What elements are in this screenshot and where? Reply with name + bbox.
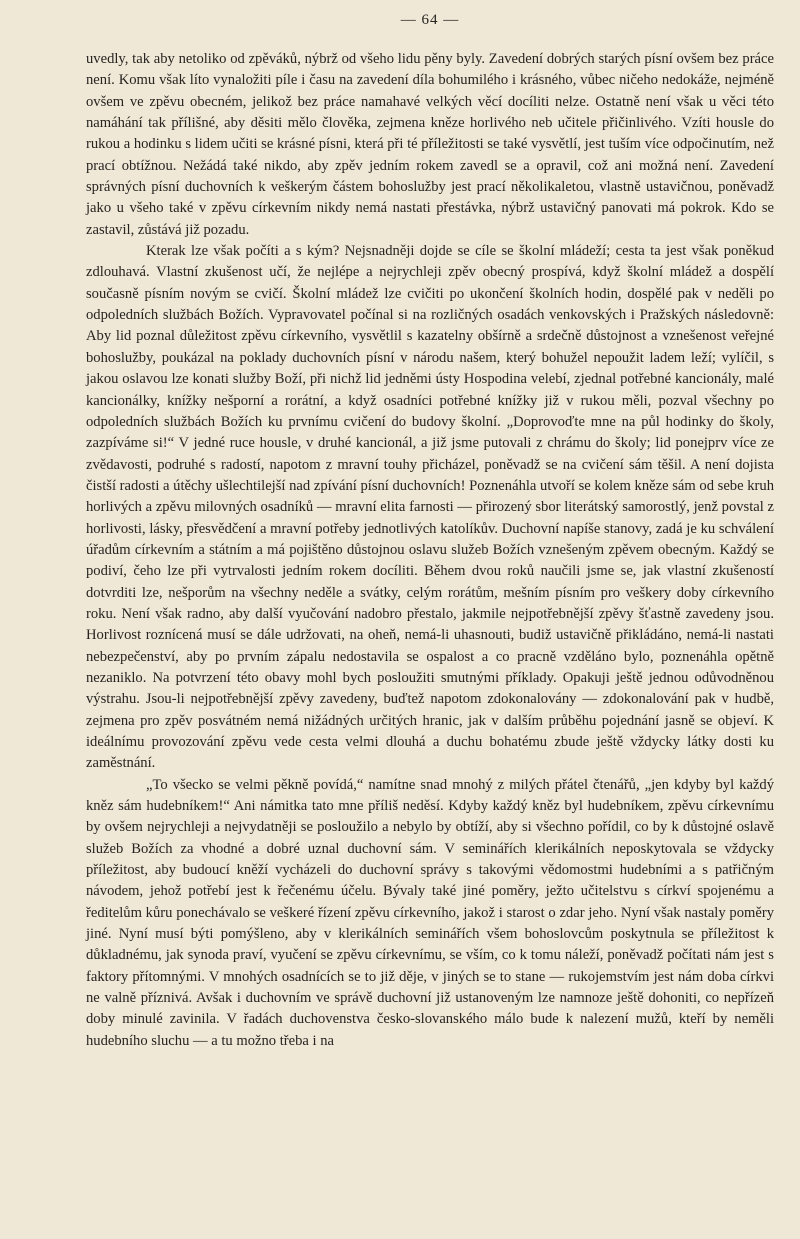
page-body [86,49,774,1052]
page-number: — 64 — [400,12,460,28]
paragraph: „To všecko se velmi pěkně povídá,“ namítne snad mnohý z milých přátel čtenářů, „jen kdyby byl každý kněz sám hudebníkem!“ Ani námitka tato mne příliš neděsí. Kdyby každý kněz byl hudebníkem, zpěvu církevnímu by ovšem nejrychleji a nejvydatněji se posloužilo a nebylo by obtíží, aby si všechno pořídil, co by k důstojné oslavě služeb Božích za vhodné a dobré uznal duchovní sám. V seminářích klerikálních neposkytovala se vždycky příležitost, aby budoucí kněží vycházeli do duchovní správy s takovými vědomostmi hudebními a s patřičným návodem, jehož potřebí jest k řečenému účelu. Bývaly také jiné poměry, ježto učitelstvu s církví spojenému a ředitelům kůru ponechávalo se veškeré řízení zpěvu církevního, jakož i starost o zdar jeho. Nyní však nastaly poměry jiné. Nyní musí býti pomýšleno, aby v klerikálních seminářích všem bohoslovcům poskytnula se příležitost k důkladnému, jak synoda praví, vyučení se zpěvu církevnímu, se vším, co k tomu náleží, poněvadž počítati nám jest s faktory přítomnými. V mnohých osadnících se to již děje, v jiných se to stane — rukojemstvím jest nám doba církvi ne valně příznivá. Avšak i duchovním ve správě duchovní již ustanoveným lze namnoze ještě dohoniti, co nepřízeň doby minulé zavinila. V řadách duchovenstva česko-slovanského málo bude k nalezení mužů, kteří by neměli hudebního sluchu — a tu možno třeba i na [86,776,774,1049]
paragraph: uvedly, tak aby netoliko od zpěváků, nýbrž od všeho lidu pěny byly. Zavedení dobrých starých písní ovšem bez práce není. Komu však líto vynaložiti píle i času na zavedení díla bohumilého i krásného, vůbec ničeho nedokáže, nejméně ovšem ve zpěvu obecném, jelikož bez práce namahavé velkých věcí docíliti nelze. Ostatně není však u věci této namáhání tak přílišné, aby děsiti mělo člověka, zejmena kněze horlivého neb učitele přičinlivého. Vzíti housle do rukou a hodinku s lidem učiti se krásné písni, která při té příležitosti se také vysvětlí, jest tuším více odpočinutím, než prací obtížnou. Nežádá také nikdo, aby zpěv jedním rokem zavedl se a opravil, což ani možná není. Zavedení správných písní duchovních k veškerým částem bohoslužby jest prací několikaletou, vlastně ustavičnou, poněvadž jako u všeho také v zpěvu církevním nikdy nemá nastati přestávka, nýbrž ustavičný panovati má pokrok. Kdo se zastavil, zůstává již pozadu. [86,51,774,238]
paragraph: Kterak lze však počíti a s kým? Nejsnadněji dojde se cíle se školní mládeží; cesta ta jest však poněkud zdlouhavá. Vlastní zkušenost učí, že nejlépe a nejrychleji zpěv obecný prospívá, když školní mládež a dospělí současně písním novým se cvičí. Školní mládež lze cvičiti po ukončení školních hodin, dospělé pak v neděli po odpoledních službách Božích. Vypravovatel počínal si na rozličných osadách venkovských i Pražských následovně: Aby lid poznal důležitost zpěvu církevního, vysvětlil s kazatelny obšírně a srdečně důstojnost a vznešenost veřejné bohoslužby, poukázal na poklady duchovních písní v národu našem, který bohužel nepoužit ladem leží; vylíčil, s jakou oslavou lze konati služby Boží, při nichž lid jedněmi ústy Hospodina velebí, zjednal potřebné kancionály, malé kancionálky, knížky nešporní a rorátní, a když osadníci potřebné knížky již v rukou měli, pozval všechny po odpoledních službách Božích ku prvnímu cvičení do budovy školní. „Doprovoďte mne na půl hodinky do školy, zazpíváme si!“ V jedné ruce housle, v druhé kancionál, a již jsme putovali z chrámu do školy; lid ponejprv více ze zvědavosti, podruhé s radostí, napotom z mravní touhy přicházel, poněvadž se na cvičení sám těšil. A není dojista čistší radosti a útěchy ušlechtilejší nad zpívání písní duchovních! Poznenáhla utvoří se kolem kněze sám od sebe kruh horlivých a zpěvu milovných osadníků — mravní elita farnosti — přirozený sbor literátský samorostlý, jenž povstal z horlivosti, lásky, přesvědčení a mravní potřeby jednotlivých katolíkův. Duchovní napíše stanovy, zadá je ku schválení úřadům církevním a státním a má pojištěno důstojnou oslavu služeb Božích vznešeným zpěvem obecným. Každý se podiví, čeho lze při vytrvalosti jedním rokem docíliti. Během dvou roků naučili jsme se, jak vlastní zkušeností dotvrditi lze, nešporům na všechny neděle a svátky, celým rorátům, mešním písním pro veškery doby církevního roku. Není však radno, aby další vyučování nadobro přestalo, jakmile nejpotřebnější zpěvy šťastně zavedeny jsou. Horlivost roznícená musí se dále udržovati, na oheň, nemá-li uhasnouti, budiž ustavičně přikládáno, nemá-li nastati nebezpečenství, aby po prvním zápalu nedostavila se ospalost a co pracně vzděláno bylo, poznenáhla opětně nezaniklo. Na potvrzení této obavy mohl bych posloužiti smutnými příklady. Opakuji ještě jednou odůvodněnou výstrahu. Jsou-li nejpotřebnější zpěvy zavedeny, buďtež napotom zdokonalovány — zdokonalování pak v hudbě, zejmena pro zpěv posvátném nemá nižádných určitých hranic, jak v dalším průběhu pojednání jasně se objeví. K ideálnímu provozování zpěvu vede cesta velmi dlouhá a duchu bohatému zbude ještě vždycky látky dosti ku zaměstnání. [86,243,774,772]
